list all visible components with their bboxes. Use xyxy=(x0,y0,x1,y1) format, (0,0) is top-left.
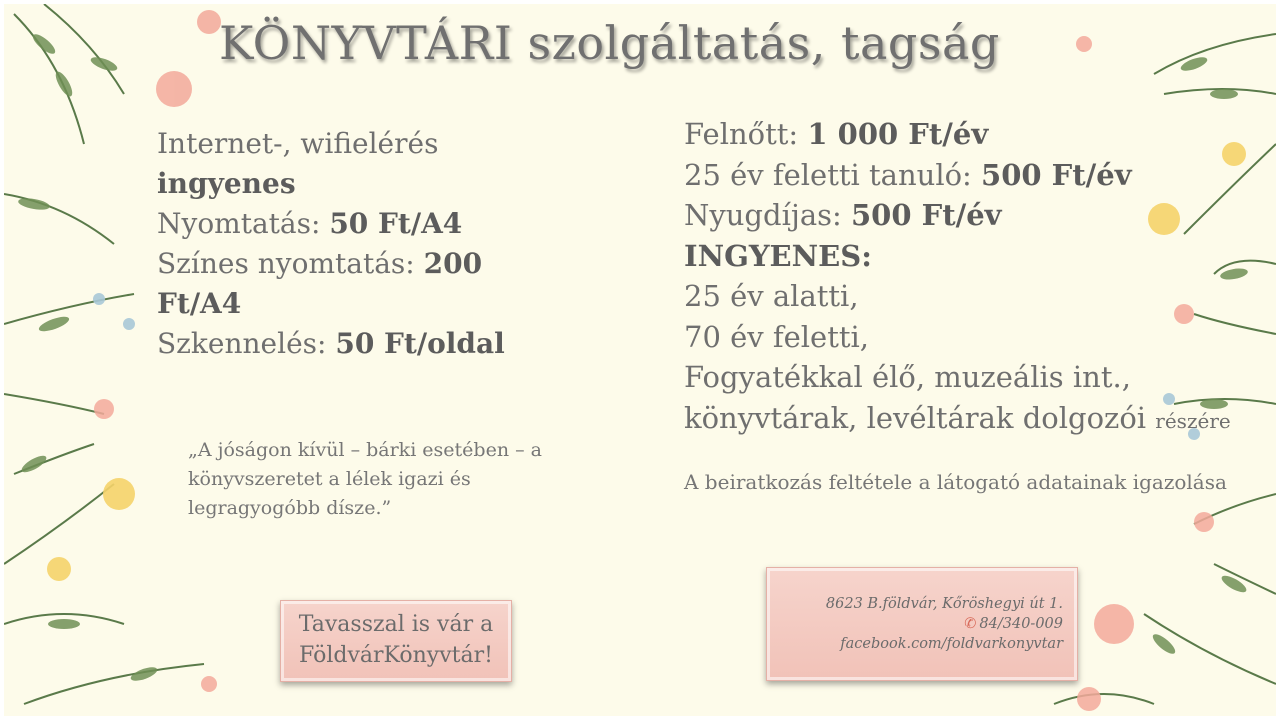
membership-free-librarians-label: könyvtárak, levéltárak dolgozói xyxy=(684,400,1156,435)
service-print-value: 50 Ft/A4 xyxy=(329,207,463,240)
membership-student-value: 500 Ft/év xyxy=(981,157,1132,192)
membership-free-librarians xyxy=(684,398,1244,442)
membership-free-over70: 70 év feletti, xyxy=(684,319,870,354)
membership-free-under25: 25 év alatti, xyxy=(684,279,859,313)
membership-free-librarians-tail: részére xyxy=(1155,408,1231,433)
phone-icon: ✆ xyxy=(964,616,977,632)
membership-adult xyxy=(684,114,1244,155)
service-color-print-unit-value: Ft/A4 xyxy=(157,287,242,320)
spring-invitation-box xyxy=(280,600,512,682)
membership-list xyxy=(684,114,1244,441)
service-color-print-unit xyxy=(157,284,497,324)
contact-address: 8623 B.földvár, Kőröshegyi út 1. xyxy=(825,596,1063,612)
membership-free-label: INGYENES: xyxy=(684,238,872,273)
contact-phone: 84/340-009 xyxy=(979,616,1063,632)
service-scan-label: Szkennelés: xyxy=(157,327,336,360)
service-color-print-label: Színes nyomtatás: xyxy=(157,247,424,280)
membership-adult-value: 1 000 Ft/év xyxy=(807,117,989,151)
membership-free-disabled: Fogyatékkal élő, muzeális int., xyxy=(684,360,1131,394)
page-title: KÖNYVTÁRI szolgáltatás, tagság xyxy=(219,16,1000,70)
contact-box xyxy=(766,567,1078,681)
membership-pensioner-value: 500 Ft/év xyxy=(851,198,1002,232)
service-print-label: Nyomtatás: xyxy=(157,207,330,240)
service-scan-value: 50 Ft/oldal xyxy=(335,327,505,360)
service-color-print-value: 200 xyxy=(423,247,483,280)
contact-phone-row xyxy=(767,614,1063,634)
membership-student-label: 25 év feletti tanuló: xyxy=(684,157,982,192)
services-list xyxy=(157,124,505,364)
service-internet-value: ingyenes xyxy=(157,167,296,200)
membership-free-heading xyxy=(684,236,1244,277)
enrollment-note: A beiratkozás feltétele a látogató adatainak igazolása xyxy=(684,470,1227,494)
membership-student xyxy=(684,155,1244,196)
membership-pensioner-label: Nyugdíjas: xyxy=(684,198,851,232)
service-color-print xyxy=(157,244,497,284)
contact-facebook-link[interactable]: facebook.com/foldvarkonyvtar xyxy=(840,636,1063,652)
spring-invitation-line2: FöldvárKönyvtár! xyxy=(299,643,493,668)
slide xyxy=(4,4,1276,716)
service-internet-price xyxy=(157,164,497,204)
membership-adult-label: Felnőtt: xyxy=(684,117,808,151)
quote-text: „A jóságon kívül – bárki esetében – a könyvszeretet a lélek igazi és legragyogóbb dísze.” xyxy=(188,439,542,519)
service-scan xyxy=(157,324,505,364)
service-print xyxy=(157,204,497,244)
spring-invitation-line1: Tavasszal is vár a xyxy=(298,612,494,637)
service-internet xyxy=(157,124,497,164)
service-internet-label: Internet-, wifielérés xyxy=(157,127,439,160)
membership-pensioner xyxy=(684,195,1244,236)
